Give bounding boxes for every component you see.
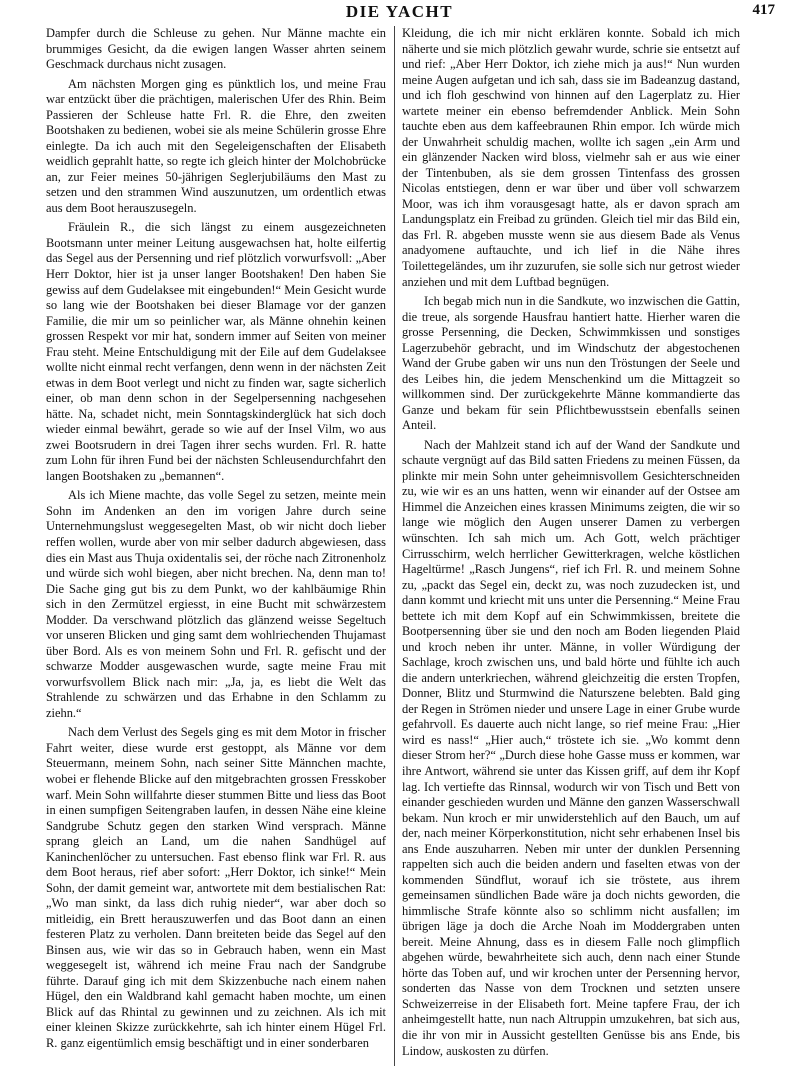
- column-divider: [394, 26, 395, 1066]
- right-column: [402, 26, 740, 1063]
- paragraph: Nach dem Verlust des Segels ging es mit dem Motor in frischer Fahrt weiter, diese wurde erst gestoppt, als Männe vor dem Steuermann, meinem Sohn, nach seiner Sitte Männchen machte, wobei er flehende Blicke auf den mitgebrachten grossen Fresskober warf. Mein Sohn willfahrte dieser stummen Bitte und liess das Boot in einen sumpfigen Seitengraben laufen, in dessen Nähe eine kleine Sandgrube Schutz gegen den starken Wind versprach. Männe sprang gleich an Land, um die nahen Sandhügel auf Kaninchenlöcher zu untersuchen. Fast ebenso flink war Frl. R. aus dem Boot heraus, rief aber sofort: „Herr Doktor, ich sinke!“ Mein Sohn, der damit gemeint war, antwortete mit dem bestialischen Rat: „Wo man sinkt, da lass dich ruhig nieder“, war aber doch so mitleidig, ein Brett herauszuwerfen und das Boot dann an einen festeren Platz zu verholen. Dann breiteten beide das Segel auf den Binsen aus, wie wir das so in Gebrauch haben, wenn ein Mast weggesegelt ist, während ich meine Frau nach der Sandgrube führte. Darauf ging ich mit dem Skizzenbuche nach einem nahen Hügel, den ein Waldbrand kahl gemacht haben mochte, um einen Blick auf das Rhintal zu gewinnen und zu zeichnen. Als ich mit einer kleinen Skizze zurückkehrte, sah ich hinter einem Hügel Frl. R. ganz eigentümlich emsig beschäftigt und in einer sonderbaren: [46, 725, 386, 1050]
- paragraph: Dampfer durch die Schleuse zu gehen. Nur Männe machte ein brummiges Gesicht, da die ewigen langen Wasser ahrten seinem Geschmack durchaus nicht zusagen.: [46, 26, 386, 72]
- paragraph: Als ich Miene machte, das volle Segel zu setzen, meinte mein Sohn im Andenken an den im vorigen Jahre durch seine Unternehmungslust weggesegelten Mast, ob wir nicht doch lieber reffen wollen, wurde aber von mir selber dadurch abgewiesen, dass dies ein Mast aus Thuja oxidentalis sei, der röche nach Zitronenholz und würde sich wohl biegen, aber nicht brechen. Na, denn man to! Die Sache ging gut bis zu dem Punkt, wo der kahlbäumige Rhin sich in den Zermützel ergiesst, in eine Bucht mit schwärzestem Modder. Da verschwand plötzlich das glänzend weisse Segeltuch vor unseren Blicken und ging samt dem wohlriechenden Thujamast über Bord. Als es von meinem Sohn und Frl. R. gefischt und der schwarze Modder ausgewaschen wurde, sagte meine Frau mit vorwurfsvollem Blick nach mir: „Ja, ja, es liebt die Welt das Strahlende zu schwärzen und das Erhabne in den Schlamm zu ziehn.“: [46, 488, 386, 720]
- running-header: [0, 2, 799, 24]
- paragraph: Kleidung, die ich mir nicht erklären konnte. Sobald ich mich näherte und sie mich plötzlich gewahr wurde, schrie sie entsetzt auf und rief: „Aber Herr Doktor, ich ziehe mich ja aus!“ Nun wurden meine Augen aufgetan und ich sah, dass sie im Badeanzug dastand, und ich floh geschwind von hinnen auf den Lagerplatz zu. Hier wartete meiner ein ebenso befremdender Anblick. Mein Sohn tauchte eben aus dem kaffeebraunen Rhin empor. Ich würde mich der Unwahrheit schuldig machen, wollte ich sagen „ein Arm und ein glänzender Nacken wird bloss, vielmehr sah er aus wie einer der Tintenbuben, als sie dem grossen Tintenfass des grossen Nicolas entstiegen, denn er war über und über voll schwarzem Moor, was ich ihm vorausgesagt hatte, als er davon sprach am Landungsplatz ein Freibad zu gründen. Gleich tiel mir das Bild ein, das Frl. R. abgeben musste wenn sie aus diesem Bade als Venus anadyomene auftauchte, und ich lief in die Nähe ihres Toilettegeländes, um ihr zuzurufen, sie solle sich nur getrost wieder anziehen und mit dem Luftbad begnügen.: [402, 26, 740, 289]
- paragraph: Fräulein R., die sich längst zu einem ausgezeichneten Bootsmann unter meiner Leitung ausgewachsen hat, holte eilfertig das Segel aus der Persenning und rief plötzlich vorwurfsvoll: „Aber Herr Doktor, hier ist ja unser langer Bootshaken! Den haben Sie gewiss auf dem Gudelaksee mit eingebunden!“ Mein Gesicht wurde so lang wie der Bootshaken bei dieser Blamage vor der ganzen Familie, die mir um so peinlicher war, als Männe ohnehin keinen grossen Respekt vor mir hat, sondern immer auf Seiten von meiner Frau steht. Meine Entschuldigung mit der Eile auf dem Gudelaksee wollte nicht einmal recht verfangen, denn wenn in der nächsten Zeit etwas in dem Boot verlegt und nicht zu finden war, sagte sicherlich einer, ob man denn schon in der Segelpersenning nachgesehen hätte. Na, schadet nicht, mein Sonntagskinderglück hat sich doch wieder einmal bewährt, gerade so wie auf der Insel Vilm, wo aus zwei Bootsrudern in drei Tagen ihrer sechs wurden. Frl. R. hatte zum Lohn für ihren Fund bei der nächsten Schleusendurchfahrt den langen Bootshaken zu „bemannen“.: [46, 220, 386, 483]
- journal-title: DIE YACHT: [345, 2, 454, 21]
- paragraph: Ich begab mich nun in die Sandkute, wo inzwischen die Gattin, die treue, als sorgende Hausfrau hantiert hatte. Hierher waren die grosse Persenning, die Decken, Schwimmkissen und sonstiges Lagerzubehör gebracht, und im Windschutz der abgestochenen Wand der Grube gaben wir uns nun den Tröstungen der Seele und des Leibes hin, die jedem Menschenkind um die Mittagzeit so willkommen sind. Der zurückgekehrte Männe kommandierte das Ganze und bekam für sein Pflichtbewusstsein ebenfalls seinen Anteil.: [402, 294, 740, 433]
- paragraph: Am nächsten Morgen ging es pünktlich los, und meine Frau war entzückt über die prächtigen, malerischen Ufer des Rhin. Beim Passieren der Schleuse hatte Frl. R. die Ehre, den zweiten Bootshaken zu bedienen, wobei sie als meine Schülerin grosse Ehre einlegte. Da ich auch mit den Segeleigenschaften der Elisabeth weidlich geprahlt hatte, so regte ich gleich hinter der Molchobrücke an, zur Feier meines 50-jährigen Seglerjubiläums den Mast zu setzen und den strammen Wind auszunutzen, um ordentlich etwas aus dem Boot herauszusegeln.: [46, 76, 386, 215]
- paragraph: Nach der Mahlzeit stand ich auf der Wand der Sandkute und schaute vergnügt auf das Bild satten Friedens zu meinen Füssen, da plinkte mir mein Sohn unter geheimnisvollem Gesichterschneiden zu, wie wir es an uns hatten, wenn wir einander auf der Ostsee am Himmel die Anzeichen eines krassen Minimums zeigten, die wir so lange wie möglich den Augen unserer Damen zu verbergen wünschten. Ich sah mich um. Ach Gott, welch prächtiger Cirrusschirm, welch herrlicher Gewitterkragen, welche köstlichen Hageltürme! „Rasch Jungens“, rief ich Frl. R. und meinem Sohne zu, „packt das Segel ein, deckt zu, was noch zuzudecken ist, und dann kommt und kriecht mit uns unter die Persenning.“ Meine Frau bettete ich mit dem Kopf auf ein Schwimmkissen, breitete die Bootpersenning über sie und den noch am Boden liegenden Plaid und kroch neben ihr unter. Männe, in voller Würdigung der Sachlage, kroch zwischen uns, und bald hörte und fühlte ich auch die andern unterkriechen, während gleichzeitig die ersten Tropfen, Donner, Blitz und Sturmwind die Naturszene belebten. Bald ging der Regen in Strömen nieder und unsere Lage in einer Grube wurde gefahrvoll. Es dauerte auch nicht lange, so rief meine Frau: „Hier wird es nass!“ „Hier auch,“ tröstete ich sie. „Wo kommt denn dieser Strom her?“ „Durch diese hohe Gasse muss er kommen, war ihre Antwort, während sie unter das Kissen griff, auf dem ihr Kopf lag. Ich vertiefte das Rinnsal, wodurch wir von Tisch und Bett von einander geschieden wurden und Männe den ganzen Wasserschwall bekam. Nun kroch er mir unwiderstehlich auf den Bauch, um auf der, nach meiner Körperkonstitution, nicht sehr erhabenen Insel bis ans Ende auszuharren. Neben mir unter der dunklen Persenning rappelten sich auch die beiden andern und faselten etwas von der kommenden Sündflut, worauf ich sie tröstete, aus ihrem gemeinsamen sündlichen Bade wäre ja doch nichts geworden, die himmlische Strafe könnte also so schlimm nicht ausfallen; im übrigen läge ja doch die Arche Noah im Moddergraben unten bereit. Meine Ahnung, dass es in diesem Falle noch glimpflich abgehen würde, bewahrheitete sich auch, denn nach einer Stunde hörte das Toben auf, und wir krochen unter der Persenning hervor, sonderten das Nasse von dem Trocknen und setzten unsere Schweizerreise in der Elisabeth fort. Meine tapfere Frau, der ich anheimgestellt hatte, nun nach Altruppin umzukehren, bat sich aus, die ihr von mir in Aussicht gestellten Genüsse bis ans Ende, bis Lindow, auskosten zu dürfen.: [402, 437, 740, 1058]
- left-column: [46, 26, 386, 1056]
- page-number: 417: [752, 2, 775, 18]
